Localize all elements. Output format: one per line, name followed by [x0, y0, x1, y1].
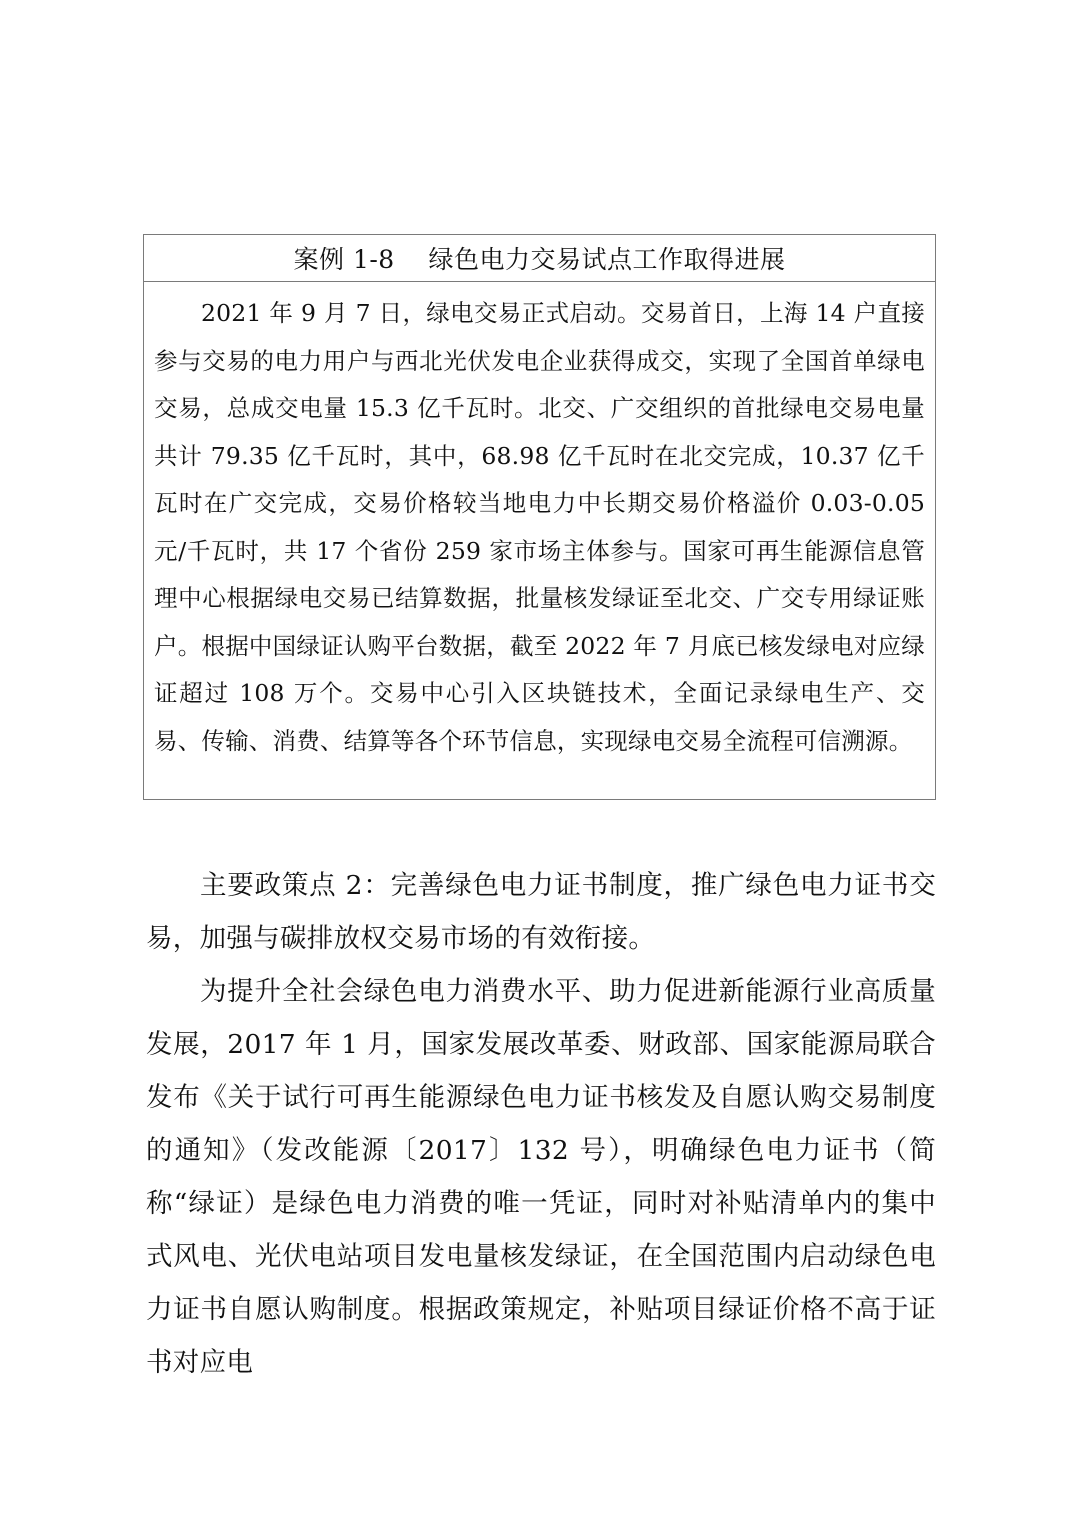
- case-study-body: 2021 年 9 月 7 日，绿电交易正式启动。交易首日，上海 14 户直接参与交易的电力用户与西北光伏发电企业获得成交，实现了全国首单绿电交易，总成交电量 15.3 亿千瓦时。北交、广交组织的首批绿电交易电量共计 79.35 亿千瓦时，其中，68.98 亿千瓦时在北交完成，10.37 亿千瓦时在广交完成，交易价格较当地电力中长期交易价格溢价 0.03-0.05 元/千瓦时，共 17 个省份 259 家市场主体参与。国家可再生能源信息管理中心根据绿电交易已结算数据，批量核发绿证至北交、广交专用绿证账户。根据中国绿证认购平台数据，截至 2022 年 7 月底已核发绿电对应绿证超过 108 万个。交易中心引入区块链技术，全面记录绿电生产、交易、传输、消费、结算等各个环节信息，实现绿电交易全流程可信溯源。: [154, 299, 925, 755]
- main-text: [146, 859, 936, 1389]
- case-study-title: 案例 1-8 绿色电力交易试点工作取得进展: [144, 235, 935, 282]
- policy-point-paragraph: 主要政策点 2：完善绿色电力证书制度，推广绿色电力证书交易，加强与碳排放权交易市场的有效衔接。: [146, 870, 936, 954]
- body-paragraph: 为提升全社会绿色电力消费水平、助力促进新能源行业高质量发展，2017 年 1 月，国家发展改革委、财政部、国家能源局联合发布《关于试行可再生能源绿色电力证书核发及自愿认购交易制度的通知》（发改能源〔2017〕132 号），明确绿色电力证书（简称“绿证）是绿色电力消费的唯一凭证，同时对补贴清单内的集中式风电、光伏电站项目发电量核发绿证，在全国范围内启动绿色电力证书自愿认购制度。根据政策规定，补贴项目绿证价格不高于证书对应电: [146, 976, 936, 1378]
- case-study-box: [143, 234, 936, 800]
